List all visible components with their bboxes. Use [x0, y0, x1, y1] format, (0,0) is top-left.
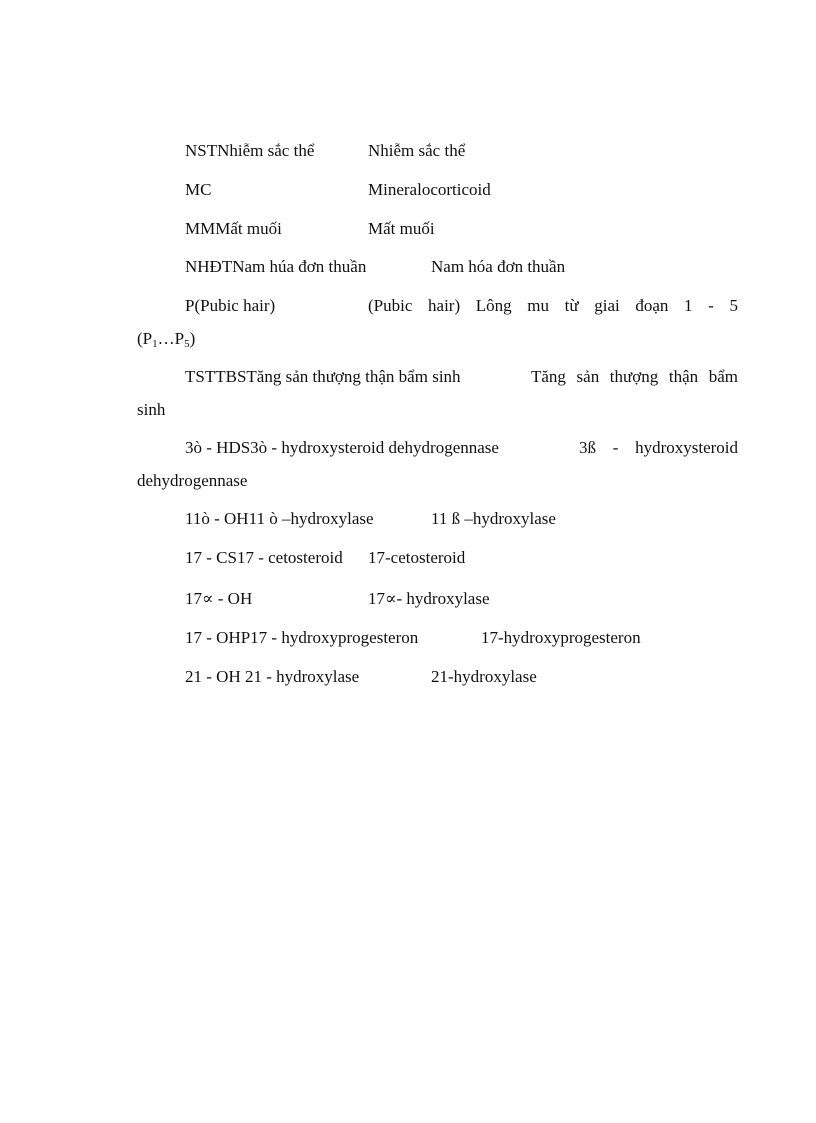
- abbreviation-meaning: Mineralocorticoid: [368, 180, 491, 199]
- meaning-continuation: dehydrogennase: [137, 471, 248, 490]
- abbreviation-term: NSTNhiễm sắc thể: [185, 141, 315, 160]
- abbreviation-term: 3ò - HDS3ò - hydroxysteroid dehydrogennase: [185, 438, 499, 457]
- abbreviation-meaning: 17-cetosteroid: [368, 548, 466, 567]
- abbreviation-term: TSTTBSTăng sản thượng thận bẩm sinh: [185, 367, 461, 386]
- abbreviation-meaning: 17-hydroxyprogesteron: [481, 628, 641, 647]
- abbreviation-meaning: Nam hóa đơn thuần: [431, 257, 566, 276]
- abbreviation-term: 21 - OH 21 - hydroxylase: [185, 667, 360, 686]
- abbreviation-term: P(Pubic hair): [185, 296, 276, 315]
- abbreviation-term: MMMất muối: [185, 219, 282, 238]
- abbreviation-term: MC: [185, 180, 212, 199]
- abbreviation-meaning: (Pubic hair) Lông mu từ giai đoạn 1 - 5: [368, 296, 738, 315]
- abbreviation-meaning: Nhiễm sắc thể: [368, 141, 466, 160]
- abbreviation-term: 11ò - OH11 ò –hydroxylase: [185, 509, 374, 528]
- abbreviation-meaning: 11 ß –hydroxylase: [431, 509, 556, 528]
- abbreviation-meaning: Mất muối: [368, 219, 435, 238]
- abbreviation-meaning: 17∝- hydroxylase: [368, 589, 490, 608]
- abbreviation-term: NHĐTNam húa đơn thuần: [185, 257, 367, 276]
- meaning-continuation: sinh: [137, 400, 166, 419]
- stage-range: $(P_1\dots P_5)$: [137, 329, 196, 350]
- abbreviation-term: 17 - OHP17 - hydroxyprogesteron: [185, 628, 419, 647]
- abbreviation-meaning: Tăng sản thượng thận bẩm: [531, 367, 738, 386]
- abbreviation-meaning: 21-hydroxylase: [431, 667, 537, 686]
- abbreviation-meaning: 3ß - hydroxysteroid: [579, 438, 738, 457]
- abbreviation-term: 17∝ - OH: [185, 589, 253, 608]
- abbreviation-term: 17 - CS17 - cetosteroid: [185, 548, 343, 567]
